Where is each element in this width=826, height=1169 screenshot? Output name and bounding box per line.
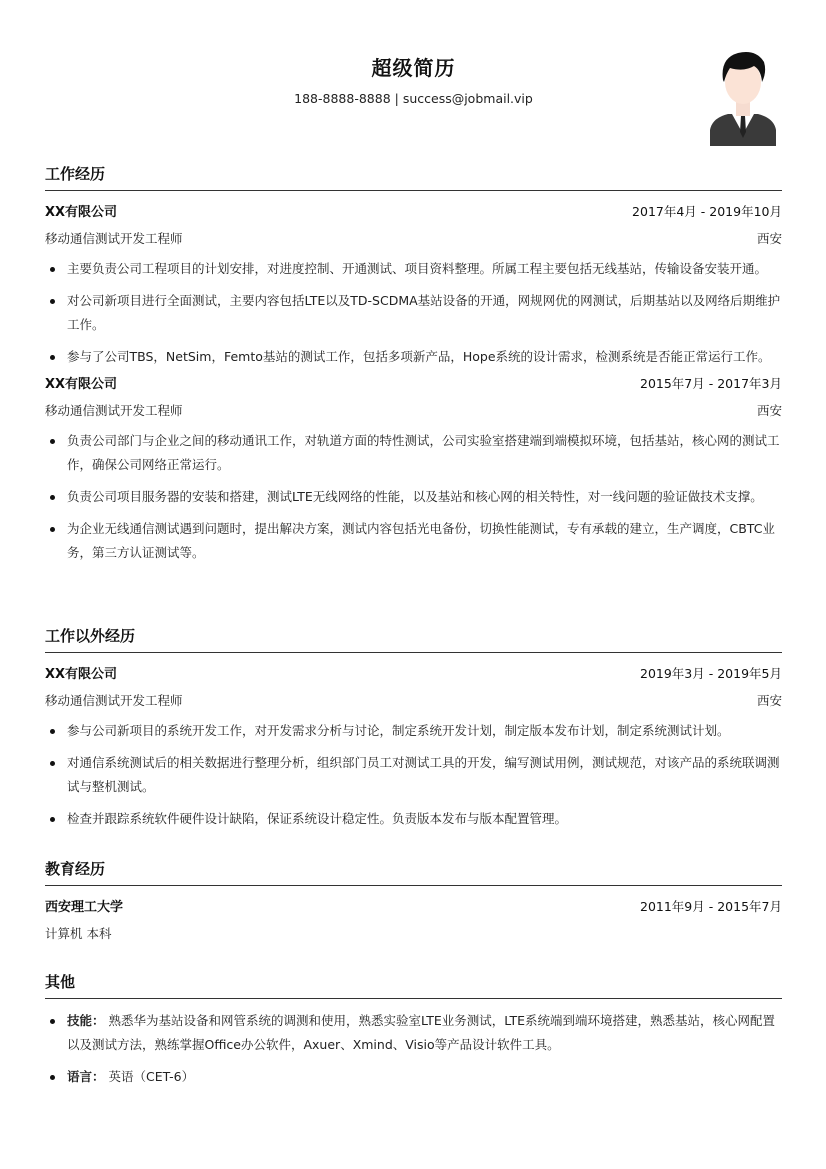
date-range: 2011年9月 - 2015年7月 bbox=[640, 899, 782, 914]
school-name: 西安理工大学 bbox=[45, 900, 124, 915]
section-title: 工作以外经历 bbox=[45, 625, 782, 653]
bullet-list bbox=[45, 429, 782, 565]
work-experience-section bbox=[45, 163, 782, 573]
job-location: 西安 bbox=[756, 231, 782, 246]
avatar bbox=[704, 46, 782, 146]
list-item: 对通信系统测试后的相关数据进行整理分析，组织部门员工对测试工具的开发，编写测试用例，测试规范，对该产品的系统联调测试与整机测试。 bbox=[45, 751, 782, 799]
job-role: 移动通信测试开发工程师 bbox=[45, 403, 183, 418]
list-item bbox=[45, 1009, 782, 1057]
list-item: 负责公司项目服务器的安装和搭建，测试LTE无线网络的性能，以及基站和核心网的相关特性，对一线问题的验证做技术支撑。 bbox=[45, 485, 782, 509]
bullet-list bbox=[45, 1009, 782, 1089]
extra-experience-section bbox=[45, 625, 782, 839]
bullet-list bbox=[45, 257, 782, 369]
major-degree: 计算机 本科 bbox=[45, 926, 112, 941]
candidate-name: 超级简历 bbox=[371, 56, 456, 80]
job-role: 移动通信测试开发工程师 bbox=[45, 693, 183, 708]
list-item: 主要负责公司工程项目的计划安排，对进度控制、开通测试、项目资料整理。所属工程主要包括无线基站，传输设备安装开通。 bbox=[45, 257, 782, 281]
list-item bbox=[45, 1065, 782, 1089]
list-item: 检查并跟踪系统软件硬件设计缺陷，保证系统设计稳定性。负责版本发布与版本配置管理。 bbox=[45, 807, 782, 831]
date-range: 2019年3月 - 2019年5月 bbox=[640, 666, 782, 681]
education-entry bbox=[45, 898, 782, 943]
skills-text: 熟悉华为基站设备和网管系统的调测和使用，熟悉实验室LTE业务测试，LTE系统端到端环境搭建，熟悉基站，核心网配置以及测试方法，熟练掌握Office办公软件，Axuer、Xmind、Visio等产品设计软件工具。 bbox=[67, 1013, 776, 1052]
company-name: XX有限公司 bbox=[45, 667, 118, 682]
resume-header bbox=[45, 52, 782, 106]
list-item: 参与公司新项目的系统开发工作，对开发需求分析与讨论，制定系统开发计划，制定版本发布计划，制定系统测试计划。 bbox=[45, 719, 782, 743]
education-section bbox=[45, 858, 782, 943]
other-section bbox=[45, 971, 782, 1097]
job-location: 西安 bbox=[756, 403, 782, 418]
job-location: 西安 bbox=[756, 693, 782, 708]
language-text: 英语（CET-6） bbox=[104, 1069, 195, 1084]
extra-entry-1 bbox=[45, 665, 782, 831]
date-range: 2017年4月 - 2019年10月 bbox=[632, 204, 782, 219]
section-title: 教育经历 bbox=[45, 858, 782, 886]
list-item: 对公司新项目进行全面测试，主要内容包括LTE以及TD-SCDMA基站设备的开通，网规网优的网测试，后期基站以及网络后期维护工作。 bbox=[45, 289, 782, 337]
company-name: XX有限公司 bbox=[45, 205, 118, 220]
section-title: 其他 bbox=[45, 971, 782, 999]
work-entry-2 bbox=[45, 375, 782, 565]
date-range: 2015年7月 - 2017年3月 bbox=[640, 376, 782, 391]
company-name: XX有限公司 bbox=[45, 377, 118, 392]
skills-label: 技能： bbox=[67, 1013, 105, 1028]
contact-info: 188-8888-8888 | success@jobmail.vip bbox=[294, 91, 533, 106]
work-entry-1 bbox=[45, 203, 782, 369]
list-item: 负责公司部门与企业之间的移动通讯工作，对轨道方面的特性测试，公司实验室搭建端到端模拟环境，包括基站，核心网的测试工作，确保公司网络正常运行。 bbox=[45, 429, 782, 477]
list-item: 为企业无线通信测试遇到问题时，提出解决方案，测试内容包括光电备份，切换性能测试，专有承载的建立，生产调度，CBTC业务，第三方认证测试等。 bbox=[45, 517, 782, 565]
list-item: 参与了公司TBS，NetSim，Femto基站的测试工作，包括多项新产品，Hope系统的设计需求，检测系统是否能正常运行工作。 bbox=[45, 345, 782, 369]
section-title: 工作经历 bbox=[45, 163, 782, 191]
bullet-list bbox=[45, 719, 782, 831]
language-label: 语言： bbox=[67, 1069, 105, 1084]
job-role: 移动通信测试开发工程师 bbox=[45, 231, 183, 246]
